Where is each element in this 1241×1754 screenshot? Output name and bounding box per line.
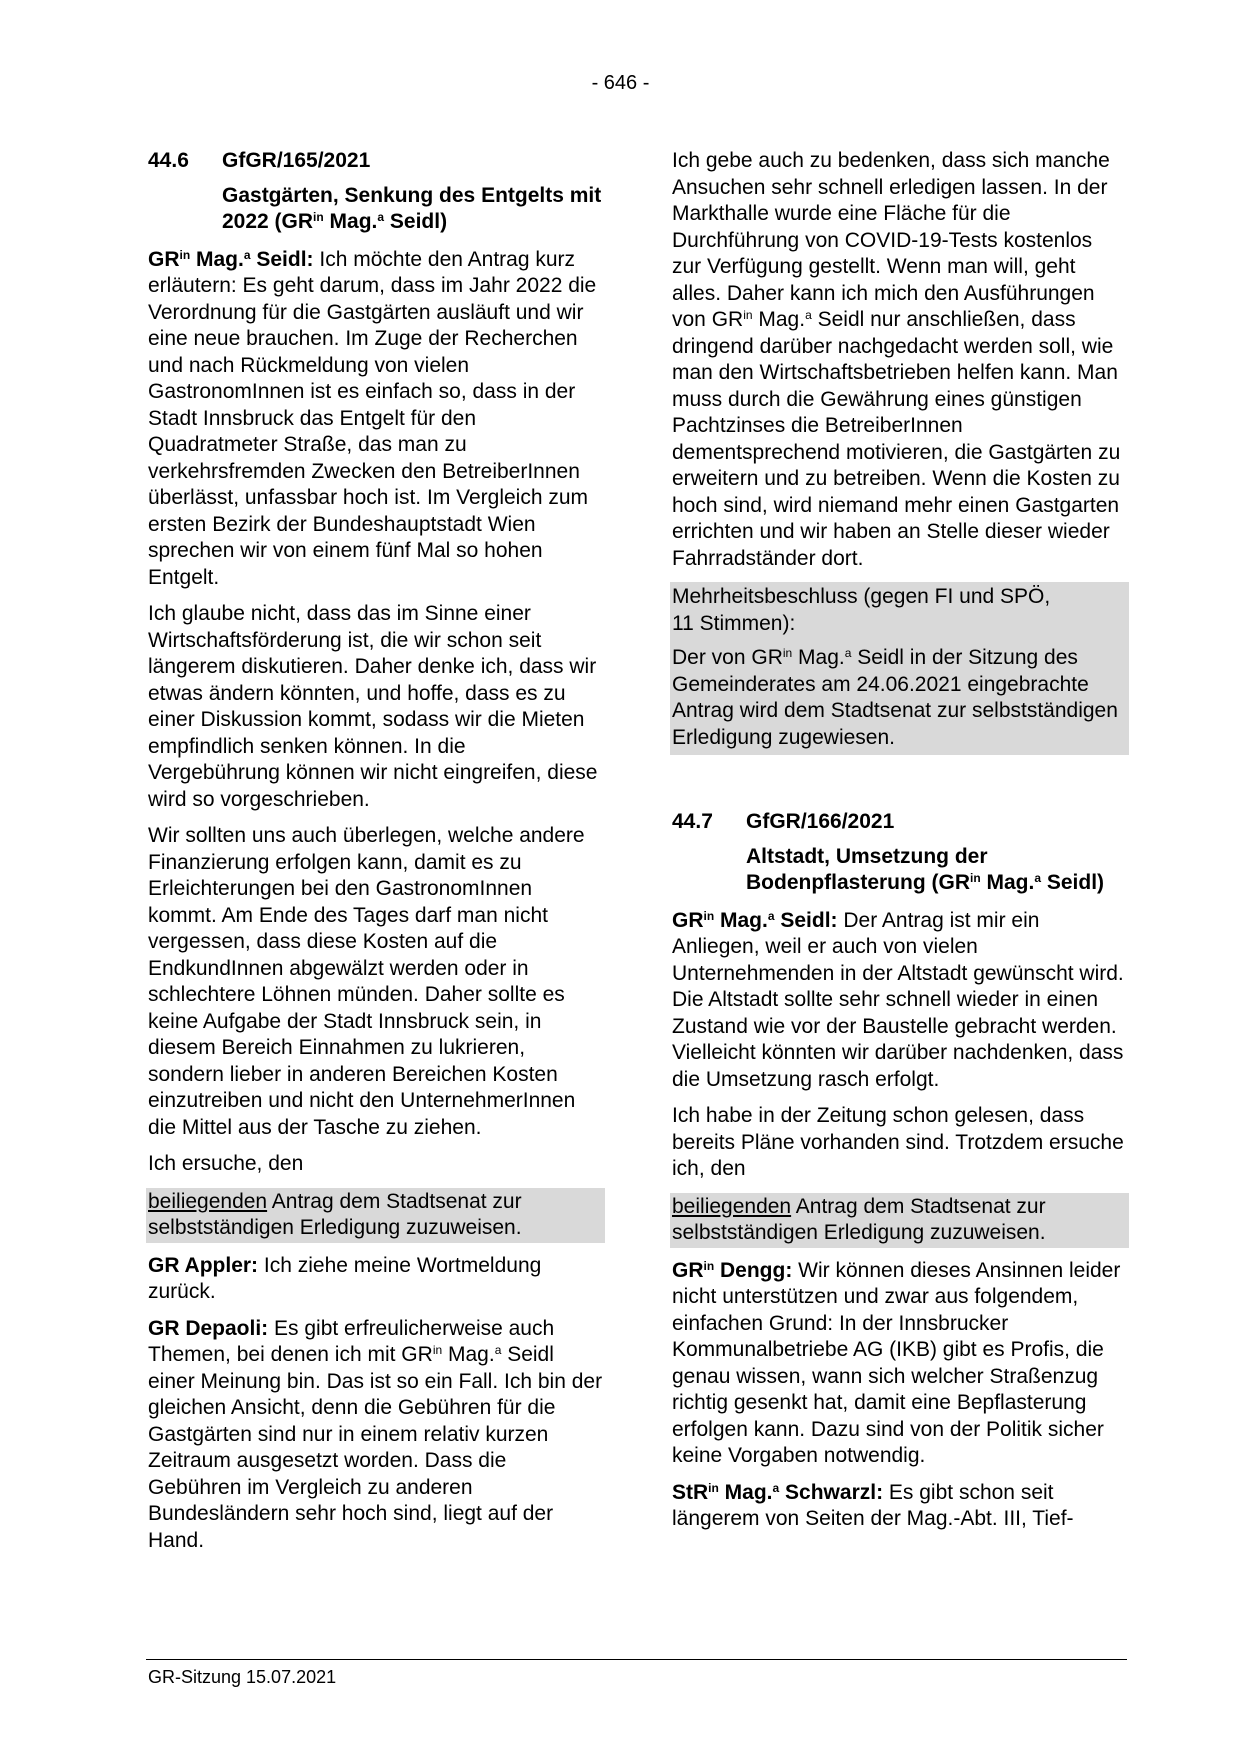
paragraph-text: Seidl einer Meinung bin. Das ist so ein Fall. Ich bin der gleichen Ansicht, denn die Gebühren für die Gastgärten sind nur in einem relativ kurzen Zeitraum ausgesetzt worden. Dass die Gebühren im Vergleich zu anderen Bundesländern sehr hoch sind, liegt auf der Hand.	[148, 1343, 603, 1552]
request-text: Antrag dem Stadtsenat zur selbstständigen Erledigung zuzuweisen.	[148, 1189, 522, 1239]
title-sup: in	[313, 209, 324, 224]
paragraph-text: Ich gebe auch zu bedenken, dass sich manche Ansuchen sehr schnell erledigen lassen. In der Markthalle wurde eine Fläche für die Durchführung von COVID-19-Tests kostenlos zur Verfügung gestellt. Wenn man will, geht alles. Daher kann ich mich den Ausführungen von GR	[672, 149, 1110, 331]
page-number: - 646 -	[591, 72, 650, 94]
paragraph-text: Es gibt schon seit längerem von Seiten der Mag.-Abt. III, Tief-	[672, 1480, 1074, 1530]
request-underlined: beiliegenden	[672, 1194, 792, 1218]
right-column	[672, 148, 1127, 1543]
agenda-item-code: GfGR/166/2021	[746, 810, 895, 833]
title-text: Mag.	[323, 209, 378, 233]
footer-divider	[146, 1659, 1127, 1660]
paragraph	[672, 148, 1127, 572]
agenda-item-number: 44.7	[672, 810, 713, 833]
paragraph-text: Ich möchte den Antrag kurz erläutern: Es geht darum, dass im Jahr 2022 die Verordnung für die Gastgärten ausläuft und wir eine neue brauchen. Im Zuge der Recherchen und nach Rückmeldung von vielen GastronomInnen ist es einfach so, dass in der Stadt Innsbruck das Entgelt für den Quadratmeter Straße, das man zu verkehrsfremden Zwecken den BetreiberInnen überlässt, unfassbar hoch ist. Im Vergleich zum ersten Bezirk der Bundeshauptstadt Wien sprechen wir von einem fünf Mal so hohen Entgelt.	[148, 247, 597, 589]
resolution-box	[670, 582, 1129, 755]
agenda-item-heading	[148, 148, 603, 175]
text-sup: a	[805, 308, 812, 322]
paragraph: Ich habe in der Zeitung schon gelesen, dass bereits Pläne vorhanden sind. Trotzdem ersuche ich, den	[672, 1104, 1124, 1180]
paragraph: Wir sollten uns auch überlegen, welche andere Finanzierung erfolgen kann, damit es zu Erleichterungen bei den GastronomInnen kommt. Am Ende des Tages darf man nicht vergessen, dass diese Kosten auf die EndkundInnen abgewälzt werden oder in schlechtere Löhnen münden. Daher sollte es keine Aufgabe der Stadt Innsbruck sein, in diesem Bereich Einnahmen zu lukrieren, sondern lieber in anderen Bereichen Kosten einzutreiben und nicht den UnternehmerInnen die Mittel aus der Tasche zu ziehen.	[148, 824, 585, 1139]
resolution-text: Der von $GR^{in}$ Mag.$^a$ Seidl in der Sitzung des Gemeinderates am 24.06.2021 eingebrachte Antrag wird dem Stadtsenat zur selbstständigen Erledigung zugewiesen.	[672, 646, 1118, 749]
request-box	[146, 1188, 605, 1243]
paragraph	[672, 1480, 1127, 1533]
agenda-item-title	[222, 183, 603, 235]
paragraph-text: Seidl nur anschließen, dass dringend darüber nachgedacht werden soll, wie man den Wirtschaftsbetrieben helfen kann. Man muss durch die Gewährung eines günstigen Pachtzinses die BetreiberInnen dementsprechend motivieren, die Gastgärten zu erweitern und zu betreiben. Wenn die Kosten zu hoch sind, wird niemand mehr einen Gastgarten errichten und wir haben an Stelle dieser wieder Fahrradständer dort.	[672, 308, 1121, 570]
text-sup: in	[743, 308, 753, 322]
request-underlined: beiliegenden	[148, 1189, 268, 1213]
paragraph-text: Es gibt erfreulicherweise auch Themen, bei denen ich mit GR	[148, 1316, 555, 1366]
paragraph-text: Mag.	[752, 308, 806, 331]
paragraph-text: Mag.	[442, 1343, 495, 1366]
title-text: Mag.	[980, 870, 1035, 894]
paragraph	[672, 908, 1127, 1094]
paragraph: Ich glaube nicht, dass das im Sinne einer Wirtschaftsförderung ist, die wir schon seit längerem diskutieren. Daher denke ich, dass wir etwas ändern könnten, und hoffe, dass es zu einer Diskussion kommt, sodass wir die Mieten empfindlich senken können. In die Vergebührung können wir nicht eingreifen, diese wird so vorgeschrieben.	[148, 602, 598, 811]
title-text: Seidl)	[384, 209, 448, 233]
paragraph-text: Ich ziehe meine Wortmeldung zurück.	[148, 1253, 542, 1303]
title-text: Seidl)	[1041, 870, 1105, 894]
speaker-name: GR Depaoli:	[148, 1316, 269, 1340]
speaker-name: $GR^{in}$ Mag.$^a$ Seidl:	[672, 908, 838, 932]
paragraph	[148, 1253, 603, 1306]
agenda-item-title	[746, 844, 1127, 896]
title-text: Gastgärten, Senkung des Entgelts mit 2022 (GR	[222, 183, 602, 233]
agenda-item-code: GfGR/165/2021	[222, 149, 371, 172]
request-box	[670, 1193, 1129, 1248]
paragraph-text: Wir können dieses Ansinnen leider nicht unterstützen und zwar aus folgendem, einfachen Grund: In der Innsbrucker Kommunalbetriebe AG (IKB) gibt es Profis, die genau wissen, wann sich welcher Straßenzug richtig gesenkt hat, damit eine Bepflasterung erfolgen kann. Dazu sind von der Politik sicher keine Vorgaben notwendig.	[672, 1258, 1121, 1467]
speaker-name: $GR^{in}$ Mag.$^a$ Seidl:	[148, 247, 314, 271]
paragraph: Ich ersuche, den	[148, 1152, 304, 1175]
paragraph	[148, 1316, 603, 1555]
speaker-name: $GR^{in}$ Dengg:	[672, 1258, 793, 1282]
title-text: Altstadt, Umsetzung der Bodenpflasterung (GR	[746, 844, 988, 894]
agenda-item-heading	[672, 809, 1127, 836]
title-sup: a	[1034, 870, 1042, 885]
text-sup: a	[494, 1343, 502, 1357]
text-sup: in	[432, 1343, 443, 1357]
agenda-item-number: 44.6	[148, 149, 189, 172]
left-column	[148, 148, 603, 1564]
paragraph	[148, 247, 603, 592]
title-sup: a	[377, 209, 385, 224]
request-text: Antrag dem Stadtsenat zur selbstständigen Erledigung zuzuweisen.	[672, 1194, 1046, 1244]
speaker-name: StR$^{in}$ Mag.$^a$ Schwarzl:	[672, 1480, 884, 1504]
speaker-name: GR Appler:	[148, 1253, 259, 1277]
paragraph	[672, 1258, 1127, 1470]
section-spacer	[672, 765, 1127, 809]
title-sup: in	[970, 870, 981, 885]
footer-text: GR-Sitzung 15.07.2021	[148, 1667, 337, 1687]
resolution-vote: Mehrheitsbeschluss (gegen FI und SPÖ, 11 Stimmen):	[672, 585, 1051, 635]
paragraph-text: Der Antrag ist mir ein Anliegen, weil er auch von vielen Unternehmenden in der Altstadt gewünscht wird. Die Altstadt sollte sehr schnell wieder in einen Zustand wie vor der Baustelle gebracht werden. Vielleicht könnten wir darüber nachdenken, dass die Umsetzung rasch erfolgt.	[672, 908, 1124, 1091]
